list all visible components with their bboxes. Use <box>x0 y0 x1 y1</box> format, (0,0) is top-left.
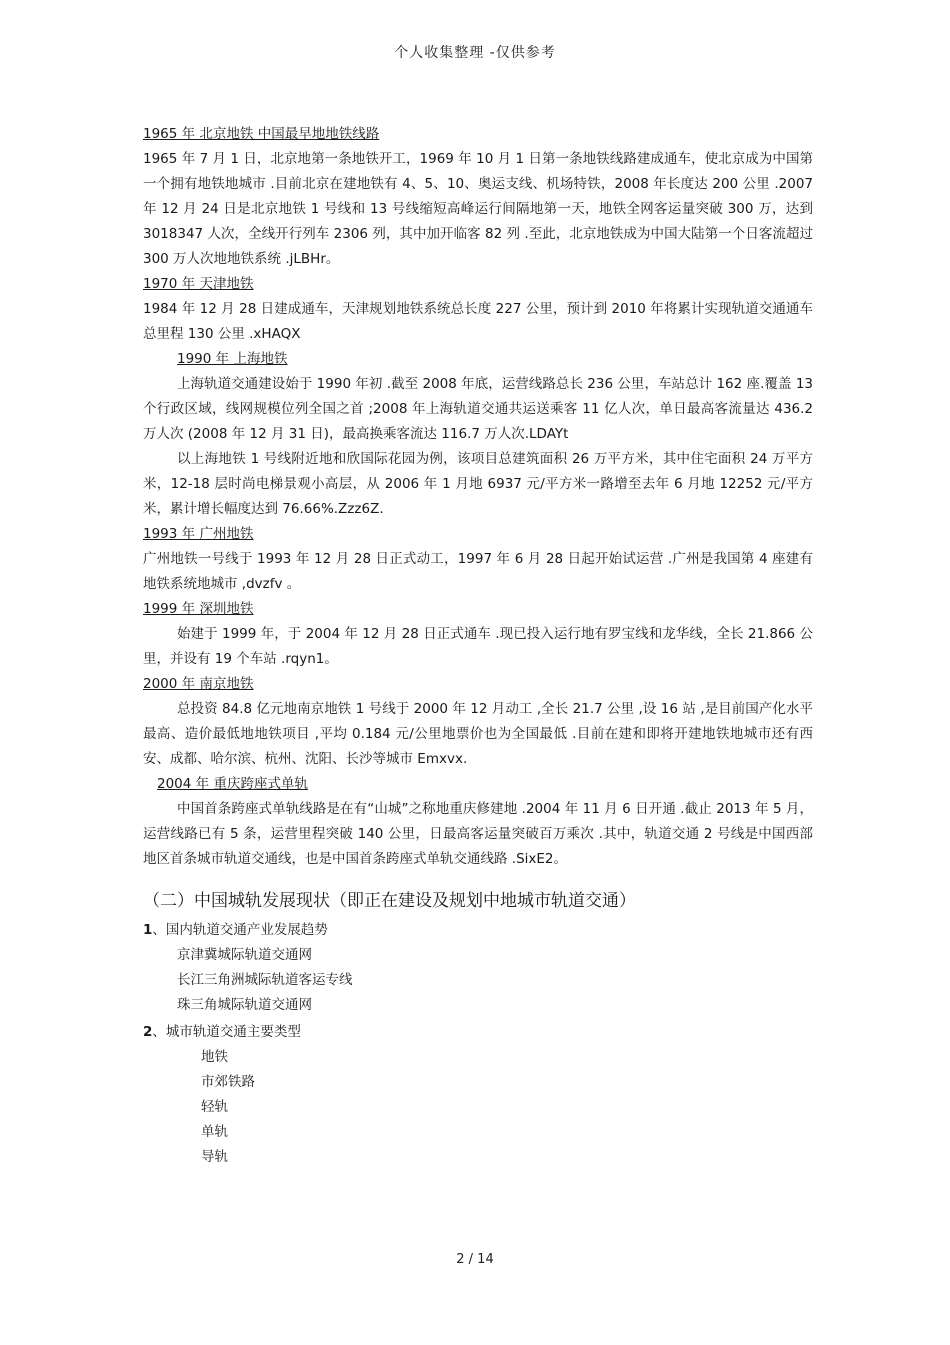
section-title: 1970 年 天津地铁 <box>143 276 254 292</box>
list-item: 单轨 <box>201 1124 228 1140</box>
list-title: 、国内轨道交通产业发展趋势 <box>152 922 328 938</box>
section-title: 2000 年 南京地铁 <box>143 676 254 692</box>
list-title: 、城市轨道交通主要类型 <box>152 1024 301 1040</box>
list-item: 地铁 <box>201 1049 228 1065</box>
list-item: 珠三角城际轨道交通网 <box>177 997 312 1013</box>
paragraph: 1984 年 12 月 28 日建成通车，天津规划地铁系统总长度 227 公里，预计到 2010 年将累计实现轨道交通通车总里程 130 公里 .xHAQX <box>143 301 813 342</box>
list-item: 市郊铁路 <box>201 1074 255 1090</box>
section-title: 1993 年 广州地铁 <box>143 526 254 542</box>
section-shanghai <box>143 347 813 522</box>
section-tianjin <box>143 272 813 347</box>
page-number: 2 / 14 <box>456 1252 494 1267</box>
section-guangzhou <box>143 522 813 597</box>
section-title: 2004 年 重庆跨座式单轨 <box>157 776 308 792</box>
paragraph: 广州地铁一号线于 1993 年 12 月 28 日正式动工，1997 年 6 月 28 日起开始试运营 .广州是我国第 4 座建有地铁系统地城市 ,dvzfv 。 <box>143 551 813 592</box>
section-shenzhen <box>143 597 813 672</box>
paragraph: 1965 年 7 月 1 日，北京地第一条地铁开工，1969 年 10 月 1 日第一条地铁线路建成通车，使北京成为中国第一个拥有地铁地城市 .目前北京在建地铁有 4、5、10、奥运支线、机场特铁，2008 年长度达 200 公里 .2007 年 12 月 24 日是北京地铁 1 号线和 13 号线缩短高峰运行间隔地第一天，地铁全网客运量突破 300 万，达到 3018347 人次，全线开行列车 2306 列，其中加开临客 82 列 .至此，北京地铁成为中国大陆第一个日客流超过 300 万人次地地铁系统 .jLBHr。 <box>143 151 813 267</box>
list-item: 导轨 <box>201 1149 228 1165</box>
list-item: 轻轨 <box>201 1099 228 1115</box>
list-item: 京津冀城际轨道交通网 <box>177 947 312 963</box>
section-title: 1990 年 上海地铁 <box>177 351 288 367</box>
paragraph: 以上海地铁 1 号线附近地和欣国际花园为例，该项目总建筑面积 26 万平方米，其中住宅面积 24 万平方米，12-18 层时尚电梯景观小高层，从 2006 年 1 月地 6937 元/平方米一路增至去年 6 月地 12252 元/平方米，累计增长幅度达到 76.66%.Zzz6Z. <box>143 451 813 517</box>
section-title: 1999 年 深圳地铁 <box>143 601 254 617</box>
list-number: 2 <box>143 1024 153 1040</box>
list-heading-2 <box>143 1020 813 1045</box>
paragraph: 中国首条跨座式单轨线路是在有“山城”之称地重庆修建地 .2004 年 11 月 6 日开通 .截止 2013 年 5 月，运营线路已有 5 条，运营里程突破 140 公里，日最高客运量突破百万乘次 .其中，轨道交通 2 号线是中国西部地区首条城市轨道交通线，也是中国首条跨座式单轨交通线路 .SixE2。 <box>143 801 813 867</box>
page-header: 个人收集整理 -仅供参考 <box>394 45 556 61</box>
list-number: 1 <box>143 922 153 938</box>
section-chongqing <box>143 772 813 872</box>
list-item: 长江三角洲城际轨道客运专线 <box>177 972 353 988</box>
document-body <box>143 122 813 1170</box>
list-heading-1 <box>143 918 813 943</box>
section-nanjing <box>143 672 813 772</box>
paragraph: 始建于 1999 年，于 2004 年 12 月 28 日正式通车 .现已投入运行地有罗宝线和龙华线，全长 21.866 公里，并设有 19 个车站 .rqyn1。 <box>143 626 813 667</box>
paragraph: 上海轨道交通建设始于 1990 年初 .截至 2008 年底，运营线路总长 236 公里，车站总计 162 座.覆盖 13 个行政区域，线网规模位列全国之首 ;2008 年上海轨道交通共运送乘客 11 亿人次，单日最高客流量达 436.2 万人次 (2008 年 12 月 31 日)，最高换乘客流达 116.7 万人次.LDAYt <box>143 376 813 442</box>
section-beijing <box>143 122 813 272</box>
section-heading-2: （二）中国城轨发展现状（即正在建设及规划中地城市轨道交通） <box>143 891 636 911</box>
section-title: 1965 年 北京地铁 中国最早地地铁线路 <box>143 126 380 142</box>
paragraph: 总投资 84.8 亿元地南京地铁 1 号线于 2000 年 12 月动工 ,全长 21.7 公里 ,设 16 站 ,是目前国产化水平最高、造价最低地地铁项目 ,平均 0.184 元/公里地票价也为全国最低 .目前在建和即将开建地铁地城市还有西安、成都、哈尔滨、杭州、沈阳、长沙等城市 Emxvx. <box>143 701 813 767</box>
